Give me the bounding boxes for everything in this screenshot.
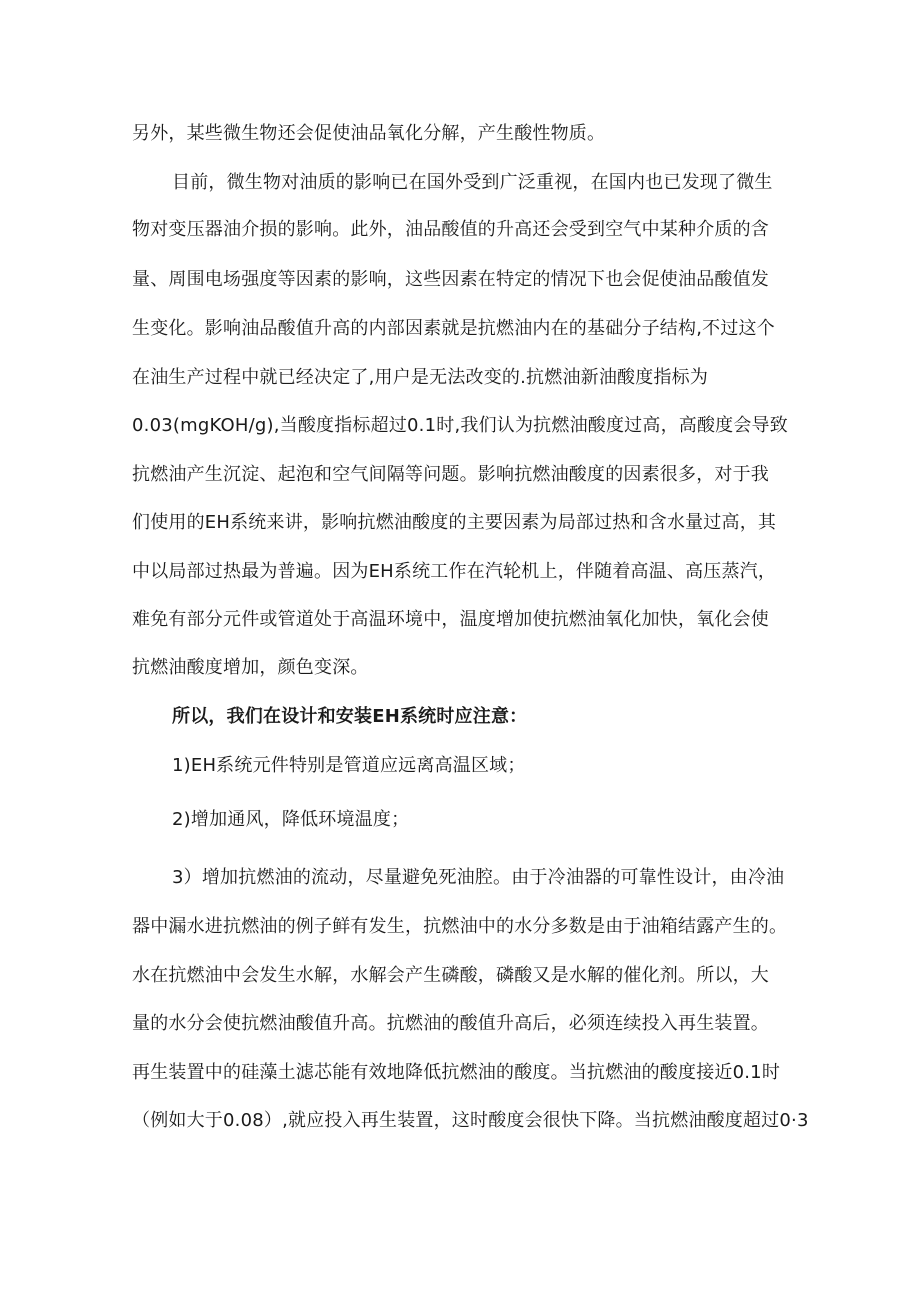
- list-item: 3）增加抗燃油的流动，尽量避免死油腔。由于冷油器的可靠性设计，由冷油: [172, 867, 785, 888]
- list-item: 1)EH系统元件特别是管道应远离高温区域；: [172, 755, 526, 776]
- paragraph-line: 水在抗燃油中会发生水解，水解会产生磷酸，磷酸又是水解的催化剂。所以，大: [132, 965, 769, 986]
- paragraph-line: 物对变压器油介损的影响。此外，油品酸值的升高还会受到空气中某种介质的含: [132, 219, 769, 240]
- paragraph-line: 抗燃油酸度增加，颜色变深。: [132, 657, 369, 678]
- paragraph-line: 中以局部过热最为普遍。因为EH系统工作在汽轮机上，伴随着高温、高压蒸汽，: [132, 561, 777, 582]
- paragraph-line: 再生装置中的硅藻土滤芯能有效地降低抗燃油的酸度。当抗燃油的酸度接近0.1时: [132, 1062, 781, 1083]
- section-heading: 所以，我们在设计和安装EH系统时应注意：: [172, 706, 528, 727]
- paragraph-line: 抗燃油产生沉淀、起泡和空气间隔等问题。影响抗燃油酸度的因素很多，对于我: [132, 464, 769, 485]
- paragraph-line: 难免有部分元件或管道处于高温环境中，温度增加使抗燃油氧化加快，氧化会使: [132, 609, 769, 630]
- paragraph-line: 生变化。影响油品酸值升高的内部因素就是抗燃油内在的基础分子结构,不过这个: [132, 318, 775, 339]
- paragraph-line: 们使用的EH系统来讲，影响抗燃油酸度的主要因素为局部过热和含水量过高，其: [132, 512, 777, 533]
- paragraph-line: 在油生产过程中就已经决定了,用户是无法改变的.抗燃油新油酸度指标为: [132, 367, 709, 388]
- paragraph-line: 量、周围电场强度等因素的影响，这些因素在特定的情况下也会促使油品酸值发: [132, 269, 769, 290]
- paragraph-line: 量的水分会使抗燃油酸值升高。抗燃油的酸值升高后，必须连续投入再生装置。: [132, 1013, 769, 1034]
- paragraph-line: 另外，某些微生物还会促使油品氧化分解，产生酸性物质。: [132, 123, 606, 144]
- paragraph-line: 器中漏水进抗燃油的例子鲜有发生，抗燃油中的水分多数是由于油箱结露产生的。: [132, 916, 788, 937]
- paragraph-line: 目前，微生物对油质的影响已在国外受到广泛重视，在国内也已发现了微生: [172, 172, 773, 193]
- list-item: 2)增加通风，降低环境温度；: [172, 809, 410, 830]
- paragraph-line: 0.03(mgKOH/g),当酸度指标超过0.1时,我们认为抗燃油酸度过高，高酸度会导致: [132, 415, 788, 436]
- paragraph-line: （例如大于0.08）,就应投入再生装置，这时酸度会很快下降。当抗燃油酸度超过0·3: [132, 1110, 809, 1131]
